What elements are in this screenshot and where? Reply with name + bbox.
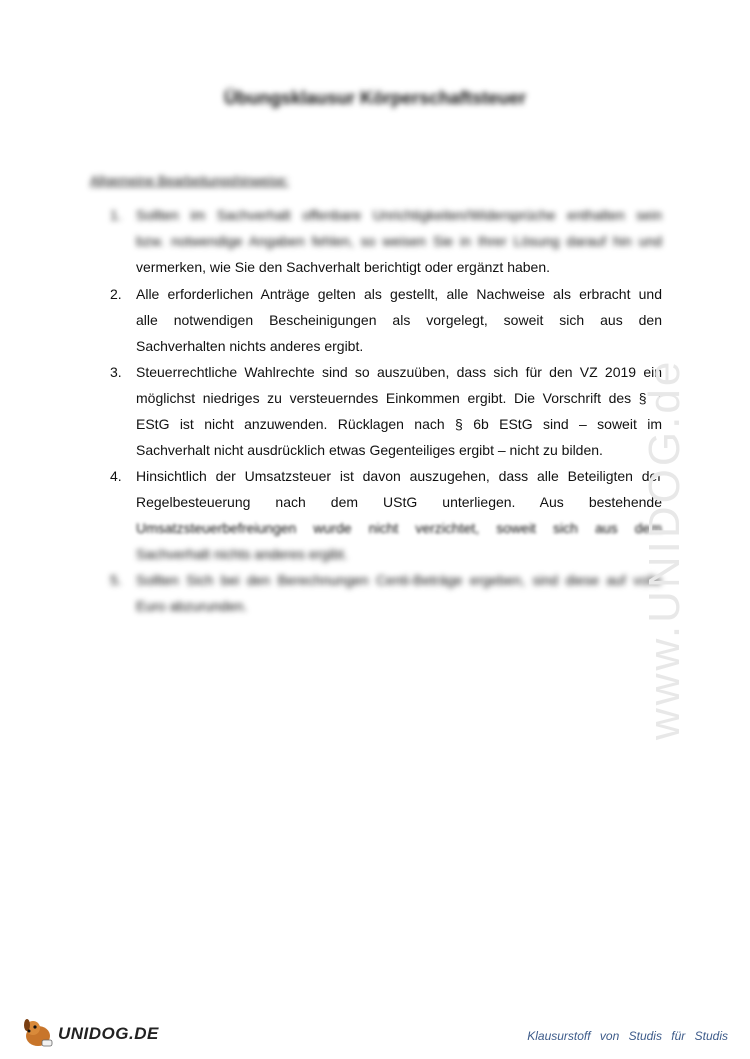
item-line: EStG ist nicht anzuwenden. Rücklagen nach § 6b EStG sind – soweit im	[136, 416, 662, 432]
list-item	[110, 567, 662, 619]
item-number: 4.	[110, 468, 122, 484]
list-item	[110, 463, 662, 567]
item-line: vermerken, wie Sie den Sachverhalt berichtigt oder ergänzt haben.	[136, 259, 551, 275]
item-number: 1.	[110, 207, 122, 223]
item-line: bzw. notwendige Angaben fehlen, so weisen Sie in Ihrer Lösung darauf hin und	[136, 233, 662, 249]
item-line: Alle erforderlichen Anträge gelten als gestellt, alle Nachweise als erbracht und	[136, 286, 662, 302]
list-item	[110, 202, 662, 280]
page-title: Übungsklausur Körperschaftsteuer	[223, 88, 527, 108]
item-number: 3.	[110, 364, 122, 380]
item-line: Sachverhalt nicht ausdrücklich etwas Gegenteiliges ergibt – nicht zu bilden.	[136, 442, 603, 458]
item-line: möglichst niedriges zu versteuerndes Einkommen ergibt. Die Vorschrift des § 7	[136, 390, 662, 406]
item-line: Steuerrechtliche Wahlrechte sind so auszuüben, dass sich für den VZ 2019 ein	[136, 364, 662, 380]
item-line: Euro abzurunden.	[136, 598, 248, 614]
item-line: Regelbesteuerung nach dem UStG unterliegen. Aus bestehende	[136, 494, 662, 510]
footer-tagline: Klausurstoff von Studis für Studis	[527, 1029, 728, 1043]
item-line: Sachverhalt nichts anderes ergibt.	[136, 546, 348, 562]
logo-text: UNIDOG.DE	[58, 1024, 159, 1043]
hints-heading: Allgemeine Bearbeitungshinweise:	[90, 173, 289, 188]
item-line: Umsatzsteuerbefreiungen wurde nicht verzichtet, soweit sich aus dem	[136, 520, 662, 536]
list-item	[110, 359, 662, 463]
item-line: Sachverhalten nichts anderes ergibt.	[136, 338, 364, 354]
dog-mascot-icon	[20, 1016, 58, 1050]
item-number: 2.	[110, 286, 122, 302]
watermark: www.UNIDOG.de	[640, 358, 689, 740]
item-number: 5.	[110, 572, 122, 588]
item-line: alle notwendigen Bescheinigungen als vorgelegt, soweit sich aus den	[136, 312, 662, 328]
list-item	[110, 281, 662, 359]
unidog-logo[interactable]	[20, 1016, 160, 1050]
item-line: Sollten im Sachverhalt offenbare Unrichtigkeiten/Widersprüche enthalten sein	[136, 207, 662, 223]
item-line: Sollten Sich bei den Berechnungen Centi-Beträge ergeben, sind diese auf volle	[136, 572, 662, 588]
item-line: Hinsichtlich der Umsatzsteuer ist davon auszugehen, dass alle Beteiligten der	[136, 468, 662, 484]
